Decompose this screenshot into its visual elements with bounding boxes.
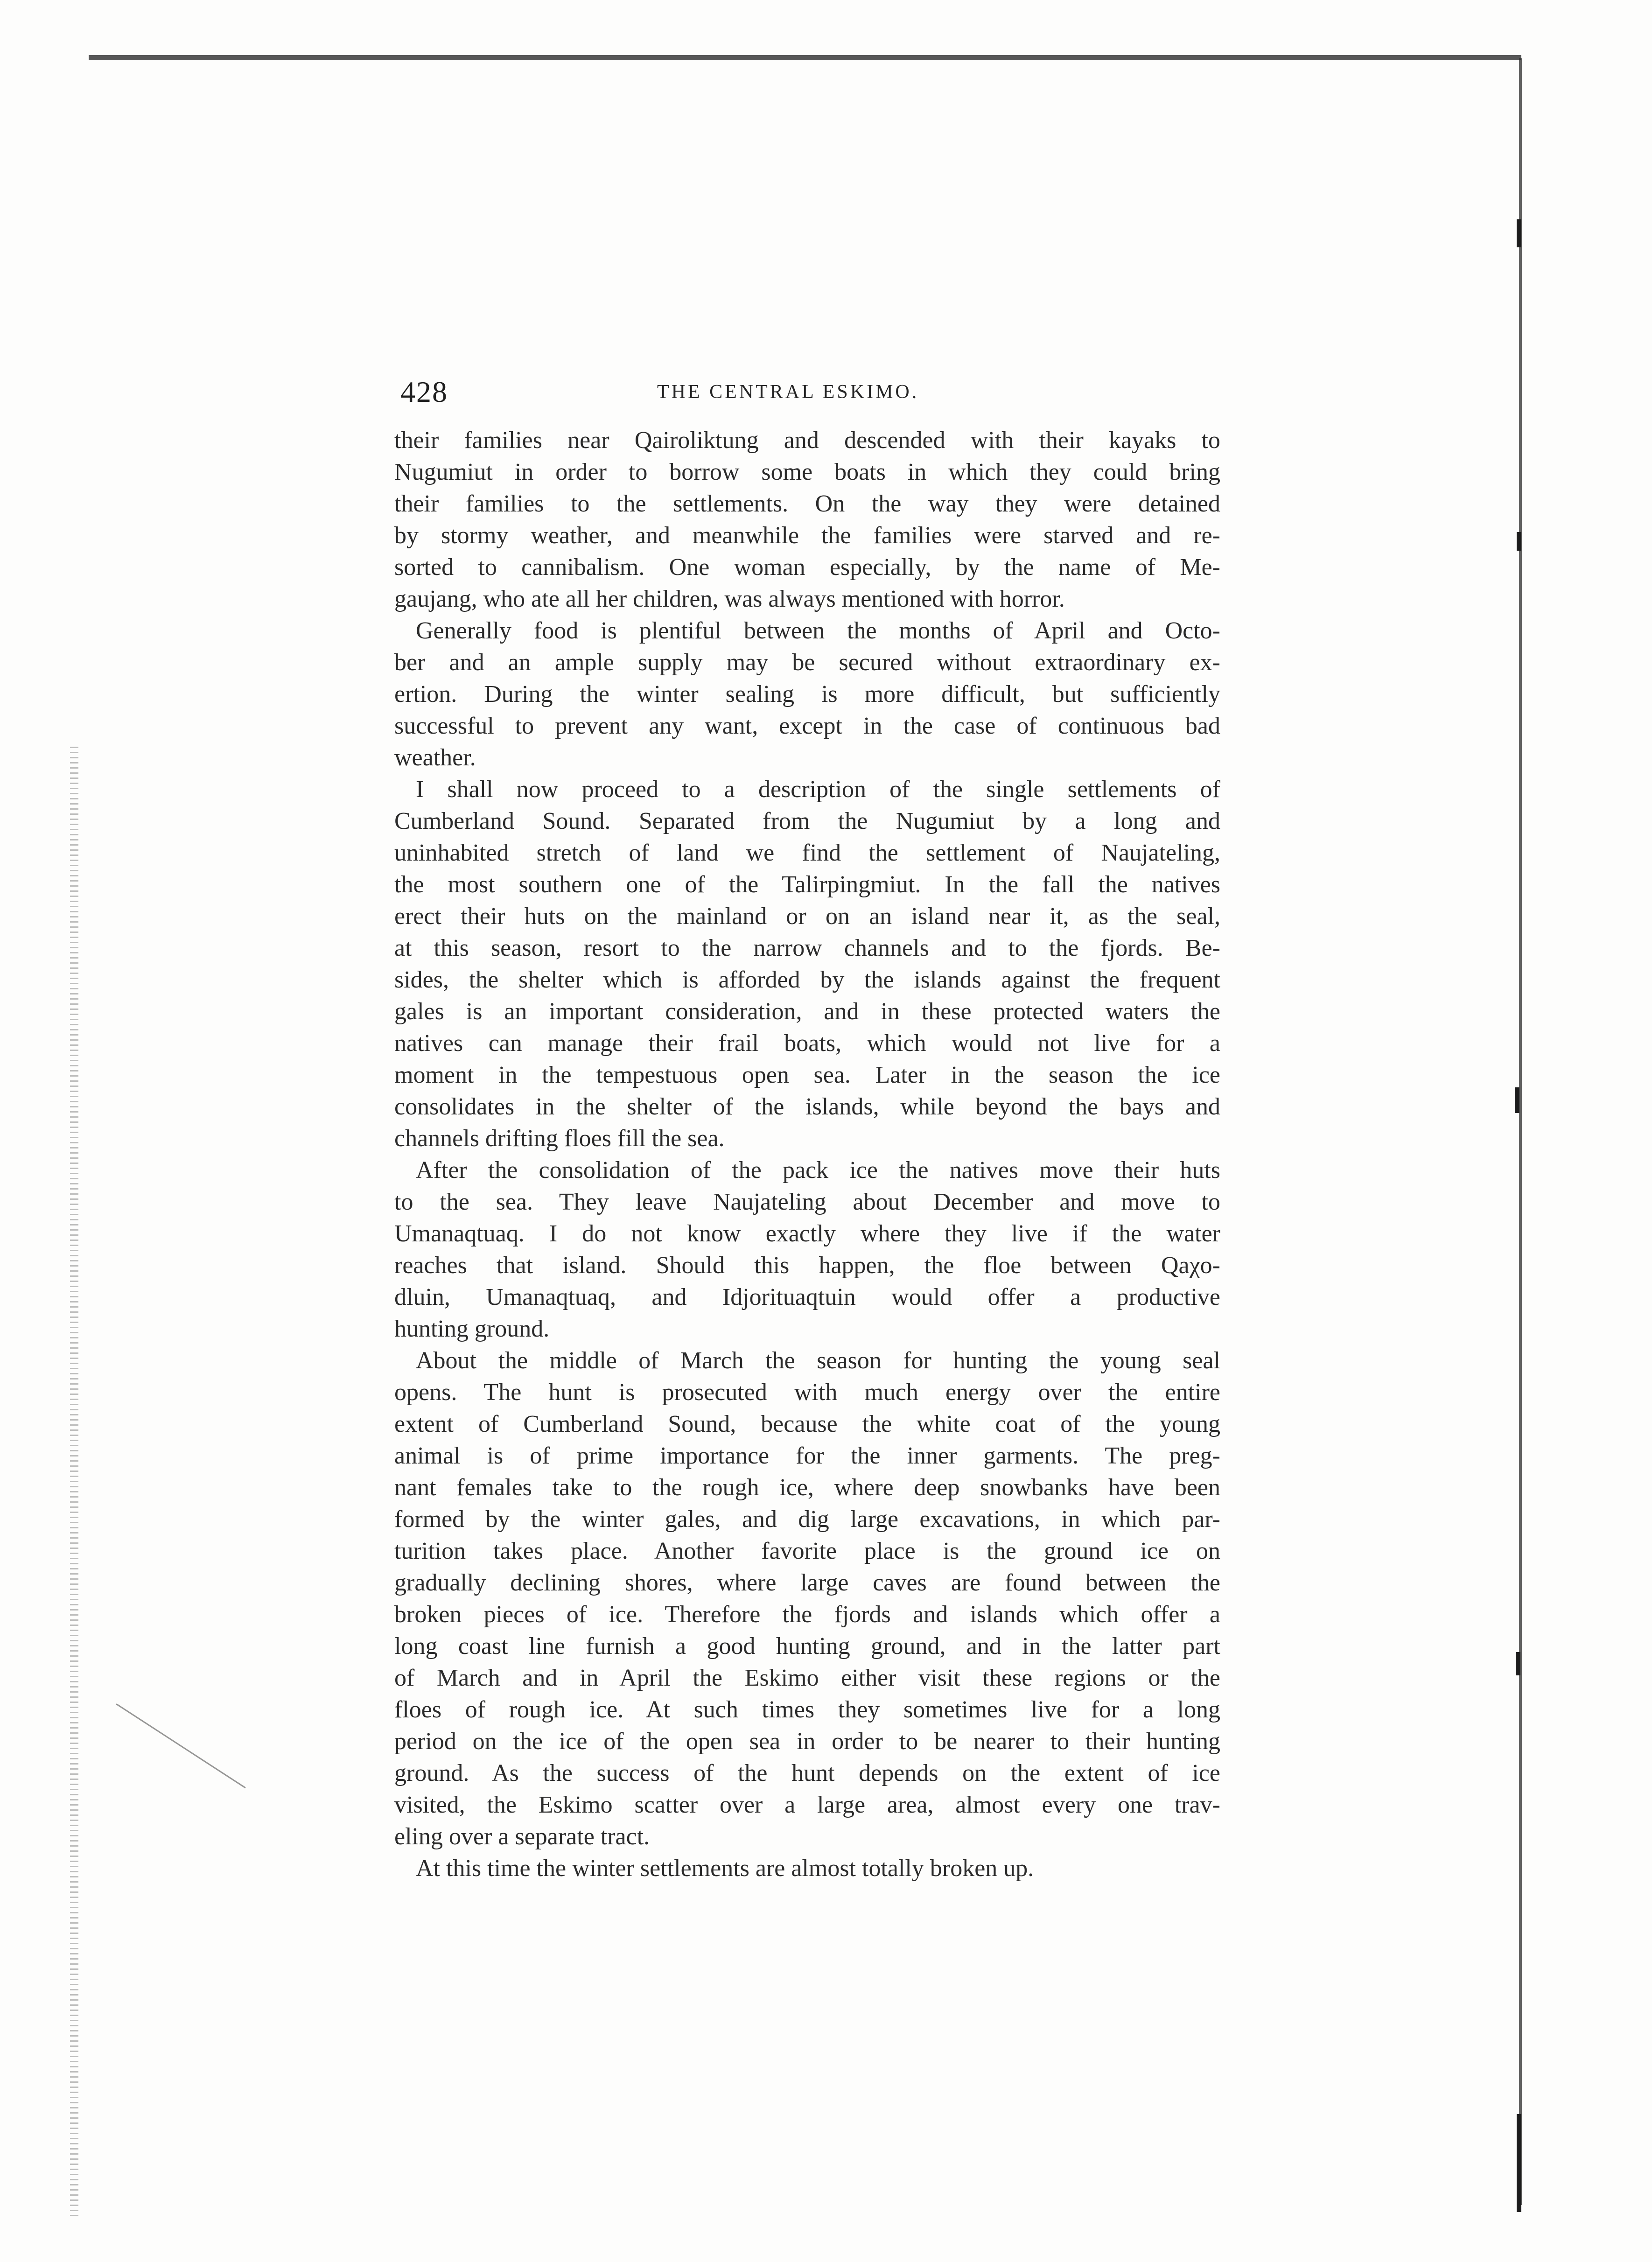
text-line: at this season, resort to the narrow channels and to the fjords. Be- [394, 935, 1220, 961]
text-line: of March and in April the Eskimo either visit these regions or the [394, 1665, 1220, 1691]
text-line: dluin, Umanaqtuaq, and Idjorituaqtuin would offer a productive [394, 1284, 1220, 1310]
running-title: THE CENTRAL ESKIMO. [657, 381, 919, 403]
scan-mark [1517, 2114, 1521, 2212]
text-line: Nugumiut in order to borrow some boats in which they could bring [394, 459, 1220, 485]
text-line: channels drifting floes fill the sea. [394, 1125, 725, 1152]
text-line: natives can manage their frail boats, which would not live for a [394, 1030, 1220, 1057]
text-line: hunting ground. [394, 1316, 550, 1342]
text-line: successful to prevent any want, except in the case of continuous bad [394, 713, 1220, 739]
scan-mark [1515, 1087, 1519, 1113]
body-text [394, 425, 1220, 1882]
text-line: ber and an ample supply may be secured without extraordinary ex- [394, 649, 1220, 676]
text-line: extent of Cumberland Sound, because the white coat of the young [394, 1411, 1220, 1437]
text-line: After the consolidation of the pack ice the natives move their huts [416, 1157, 1220, 1184]
scan-mark [1516, 1652, 1520, 1675]
text-line: floes of rough ice. At such times they sometimes live for a long [394, 1696, 1220, 1723]
page-top-edge-rule [89, 55, 1521, 60]
text-line: erect their huts on the mainland or on an island near it, as the seal, [394, 903, 1220, 930]
text-line: moment in the tempestuous open sea. Later in the season the ice [394, 1062, 1220, 1088]
text-line: Generally food is plentiful between the months of April and Octo- [416, 617, 1220, 644]
text-line: formed by the winter gales, and dig large excavations, in which par- [394, 1506, 1220, 1533]
text-line: reaches that island. Should this happen, the floe between Qaχo- [394, 1252, 1220, 1279]
text-line: ertion. During the winter sealing is more difficult, but sufficiently [394, 681, 1220, 707]
text-line: gales is an important consideration, and in these protected waters the [394, 998, 1220, 1025]
text-line: animal is of prime importance for the inner garments. The preg- [394, 1443, 1220, 1469]
text-line: long coast line furnish a good hunting ground, and in the latter part [394, 1633, 1220, 1660]
scan-stray-line [116, 1703, 245, 1788]
text-line: sides, the shelter which is afforded by the islands against the frequent [394, 966, 1220, 993]
text-line: their families to the settlements. On the way they were detained [394, 490, 1220, 517]
text-line: weather. [394, 744, 476, 771]
text-line: sorted to cannibalism. One woman especially, by the name of Me- [394, 554, 1220, 581]
scan-noise-left-margin [70, 747, 78, 2217]
text-line: the most southern one of the Talirpingmiut. In the fall the natives [394, 871, 1220, 898]
text-line: broken pieces of ice. Therefore the fjords and islands which offer a [394, 1601, 1220, 1628]
page-right-edge [1519, 58, 1522, 2205]
text-line: turition takes place. Another favorite place is the ground ice on [394, 1538, 1220, 1564]
text-line: by stormy weather, and meanwhile the families were starved and re- [394, 522, 1220, 549]
text-line: ground. As the success of the hunt depends on the extent of ice [394, 1760, 1220, 1786]
text-line: opens. The hunt is prosecuted with much energy over the entire [394, 1379, 1220, 1406]
scan-mark [1517, 219, 1521, 247]
text-line: uninhabited stretch of land we find the settlement of Naujateling, [394, 840, 1220, 866]
text-line: gaujang, who ate all her children, was always mentioned with horror. [394, 586, 1065, 612]
text-line: nant females take to the rough ice, where deep snowbanks have been [394, 1474, 1220, 1501]
text-line: eling over a separate tract. [394, 1823, 650, 1850]
text-line: gradually declining shores, where large caves are found between the [394, 1569, 1220, 1596]
text-line: period on the ice of the open sea in order to be nearer to their hunting [394, 1728, 1220, 1755]
text-line: I shall now proceed to a description of the single settlements of [416, 776, 1220, 803]
text-line: to the sea. They leave Naujateling about December and move to [394, 1189, 1220, 1215]
text-line: Cumberland Sound. Separated from the Nugumiut by a long and [394, 808, 1220, 834]
scan-mark [1517, 532, 1521, 551]
text-line: Umanaqtuaq. I do not know exactly where they live if the water [394, 1220, 1220, 1247]
text-line: their families near Qairoliktung and descended with their kayaks to [394, 427, 1220, 454]
text-line: consolidates in the shelter of the islands, while beyond the bays and [394, 1093, 1220, 1120]
text-line: At this time the winter settlements are almost totally broken up. [416, 1855, 1034, 1882]
running-head [400, 369, 1231, 415]
text-line: About the middle of March the season for hunting the young seal [416, 1347, 1220, 1374]
text-line: visited, the Eskimo scatter over a large area, almost every one trav- [394, 1792, 1220, 1818]
page-number: 428 [400, 375, 448, 408]
